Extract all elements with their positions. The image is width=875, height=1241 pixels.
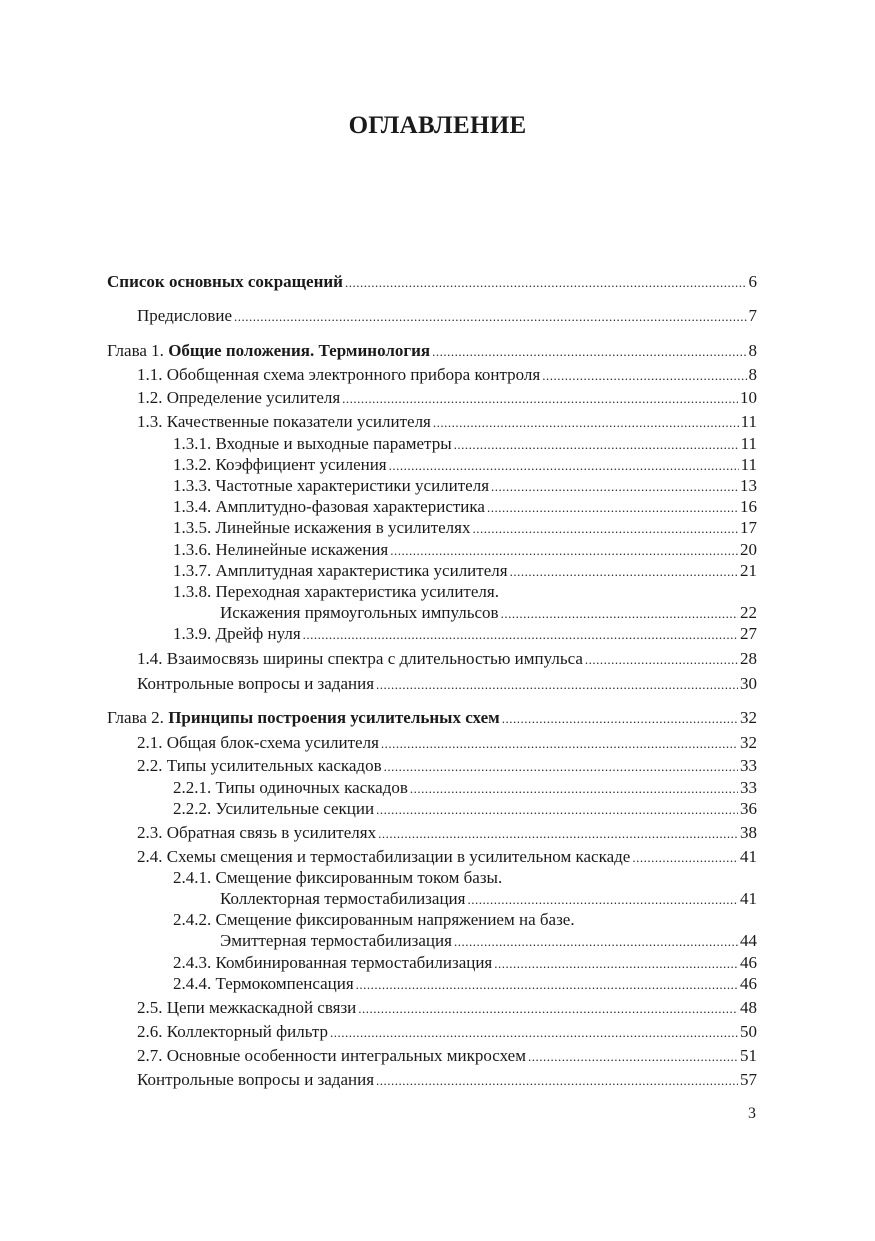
toc-entry-label: 1.2. Определение усилителя	[137, 388, 341, 407]
toc-subentry[interactable]	[173, 475, 757, 497]
toc-entry-label: Коллекторная термостабилизация	[220, 889, 466, 908]
toc-entry-page: 13	[740, 476, 757, 495]
toc-subentry[interactable]	[173, 496, 757, 518]
toc-entry-label: Искажения прямоугольных импульсов	[220, 603, 499, 622]
toc-entry-page: 11	[740, 434, 757, 453]
toc-entry-label: 2.5. Цепи межкаскадной связи	[137, 998, 357, 1017]
toc-entry[interactable]	[137, 648, 757, 670]
leader-dots	[384, 756, 738, 777]
toc-entry-page: 41	[740, 847, 757, 866]
toc-entry[interactable]	[137, 755, 757, 777]
toc-entry-label: 2.4.3. Комбинированная термостабилизация	[173, 953, 493, 972]
toc-subentry[interactable]	[173, 973, 757, 995]
toc-chapter-2[interactable]	[107, 707, 757, 729]
toc-entry-page: 30	[740, 674, 757, 693]
leader-dots	[433, 412, 739, 433]
toc-entry-page: 8	[748, 341, 757, 360]
toc-entry-label: 2.2.2. Усилительные секции	[173, 799, 375, 818]
toc-entry-page: 8	[748, 365, 757, 384]
leader-dots	[378, 823, 738, 844]
toc-entry-label: 1.3.6. Нелинейные искажения	[173, 540, 389, 559]
leader-dots	[381, 733, 738, 754]
leader-dots	[528, 1046, 738, 1067]
toc-entry-page: 57	[740, 1070, 757, 1089]
leader-dots	[510, 561, 738, 582]
leader-dots	[585, 649, 738, 670]
chapter-title: Принципы построения усилительных схем	[168, 708, 500, 727]
toc-entry-label: 1.3.9. Дрейф нуля	[173, 624, 301, 643]
leader-dots	[467, 889, 738, 910]
toc-entry-label	[107, 707, 500, 728]
toc-entry-label: 2.2. Типы усилительных каскадов	[137, 756, 382, 775]
toc-entry-page: 41	[740, 889, 757, 908]
toc-entry-label: 1.3.1. Входные и выходные параметры	[173, 434, 452, 453]
leader-dots	[358, 998, 738, 1019]
toc-entry-label: 2.7. Основные особенности интегральных микросхем	[137, 1046, 526, 1065]
leader-dots	[487, 497, 738, 518]
page-title: ОГЛАВЛЕНИЕ	[348, 112, 527, 139]
chapter-prefix: Глава 1.	[107, 341, 169, 360]
toc-subentry[interactable]	[173, 433, 757, 455]
toc-entry-page: 27	[740, 624, 757, 643]
toc-entry-label: 2.2.1. Типы одиночных каскадов	[173, 778, 408, 797]
toc-entry[interactable]	[137, 387, 757, 409]
toc-entry-page: 17	[740, 518, 757, 537]
leader-dots	[542, 365, 746, 386]
toc-entry[interactable]	[137, 411, 757, 433]
toc-subentry[interactable]	[220, 602, 757, 624]
toc-entry-label	[107, 340, 430, 361]
toc-entry[interactable]	[137, 1021, 757, 1043]
leader-dots	[432, 341, 746, 362]
toc-entry-label: 2.4.4. Термокомпенсация	[173, 974, 354, 993]
leader-dots	[234, 306, 746, 327]
toc-subentry-first-line: 2.4.2. Смещение фиксированным напряжением на базе.	[173, 910, 575, 929]
toc-entry-page: 50	[740, 1022, 757, 1041]
toc-entry-page: 6	[748, 272, 757, 291]
toc-entry[interactable]	[137, 732, 757, 754]
toc-entry-page: 32	[740, 708, 757, 727]
toc-entry[interactable]	[137, 997, 757, 1019]
leader-dots	[303, 624, 738, 645]
toc-entry-page: 44	[740, 931, 757, 950]
toc-entry-page: 46	[740, 974, 757, 993]
toc-entry-page: 33	[740, 778, 757, 797]
toc-entry-page: 28	[740, 649, 757, 668]
leader-dots	[330, 1022, 738, 1043]
toc-entry-questions[interactable]	[137, 673, 757, 695]
leader-dots	[410, 778, 738, 799]
leader-dots	[342, 388, 738, 409]
toc-entry-page: 16	[740, 497, 757, 516]
toc-subentry-first-line: 2.4.1. Смещение фиксированным током базы.	[173, 868, 503, 887]
toc-entry-label: 1.3.3. Частотные характеристики усилителя	[173, 476, 490, 495]
page-number: 3	[748, 1105, 756, 1122]
toc-entry-label: 1.3.4. Амплитудно-фазовая характеристика	[173, 497, 485, 516]
toc-entry-page: 33	[740, 756, 757, 775]
toc-entry-page: 21	[740, 561, 757, 580]
toc-entry-label: Контрольные вопросы и задания	[137, 1070, 375, 1089]
toc-subentry[interactable]	[173, 454, 757, 476]
toc-entry-page: 46	[740, 953, 757, 972]
toc-entry-page: 22	[740, 603, 757, 622]
leader-dots	[454, 434, 739, 455]
toc-chapter-1[interactable]	[107, 340, 757, 362]
toc-entry-label: Предисловие	[137, 306, 233, 325]
leader-dots	[632, 847, 738, 868]
toc-entry[interactable]	[137, 846, 757, 868]
leader-dots	[376, 674, 738, 695]
leader-dots	[390, 540, 738, 561]
leader-dots	[376, 799, 738, 820]
toc-subentry[interactable]	[173, 517, 757, 539]
toc-entry[interactable]	[137, 364, 757, 386]
toc-subentry[interactable]	[173, 798, 757, 820]
toc-entry-label: 1.3.7. Амплитудная характеристика усилителя	[173, 561, 508, 580]
leader-dots	[345, 272, 747, 293]
leader-dots	[502, 708, 738, 729]
toc-entry-page: 11	[740, 412, 757, 431]
leader-dots	[501, 603, 738, 624]
toc-entry-page: 20	[740, 540, 757, 559]
toc-subentry[interactable]	[173, 560, 757, 582]
toc-subentry[interactable]	[220, 930, 757, 952]
toc-subentry[interactable]	[220, 888, 757, 910]
toc-subentry[interactable]	[173, 777, 757, 799]
leader-dots	[389, 455, 739, 476]
toc-entry-label: 2.6. Коллекторный фильтр	[137, 1022, 328, 1041]
leader-dots	[454, 931, 738, 952]
toc-entry-page: 51	[740, 1046, 757, 1065]
toc-entry-label: Эмиттерная термостабилизация	[220, 931, 452, 950]
toc-entry-label: 1.1. Обобщенная схема электронного прибора контроля	[137, 365, 541, 384]
toc-subentry[interactable]	[173, 952, 757, 974]
toc-entry-page: 36	[740, 799, 757, 818]
toc-entry-questions[interactable]	[137, 1069, 757, 1091]
leader-dots	[494, 953, 738, 974]
toc-entry-page: 11	[740, 455, 757, 474]
toc-entry-label: 1.3. Качественные показатели усилителя	[137, 412, 431, 431]
toc-entry-page: 7	[748, 306, 757, 325]
chapter-prefix: Глава 2.	[107, 708, 169, 727]
toc-entry-abbreviations[interactable]	[107, 271, 757, 293]
toc-entry-label: 1.3.5. Линейные искажения в усилителях	[173, 518, 471, 537]
leader-dots	[491, 476, 738, 497]
toc-entry-label: 2.4. Схемы смещения и термостабилизации в усилительном каскаде	[137, 847, 631, 866]
toc-entry-label: 1.3.2. Коэффициент усиления	[173, 455, 387, 474]
toc-entry[interactable]	[137, 1045, 757, 1067]
toc-entry-page: 10	[740, 388, 757, 407]
toc-entry-page: 32	[740, 733, 757, 752]
toc-subentry[interactable]	[173, 623, 757, 645]
leader-dots	[356, 974, 738, 995]
toc-subentry[interactable]	[173, 539, 757, 561]
leader-dots	[472, 518, 738, 539]
toc-entry-page: 38	[740, 823, 757, 842]
chapter-title: Общие положения. Терминология	[168, 341, 431, 360]
toc-entry-label: Контрольные вопросы и задания	[137, 674, 375, 693]
toc-entry-label: 1.4. Взаимосвязь ширины спектра с длительностью импульса	[137, 649, 583, 668]
toc-entry[interactable]	[137, 822, 757, 844]
toc-entry-label: 2.1. Общая блок-схема усилителя	[137, 733, 379, 752]
toc-entry-label: 2.3. Обратная связь в усилителях	[137, 823, 377, 842]
toc-entry-label: Список основных сокращений	[107, 272, 343, 291]
toc-subentry-first-line: 1.3.8. Переходная характеристика усилителя.	[173, 582, 499, 601]
leader-dots	[376, 1070, 738, 1091]
toc-entry-page: 48	[740, 998, 757, 1017]
toc-entry-preface[interactable]	[137, 305, 757, 327]
